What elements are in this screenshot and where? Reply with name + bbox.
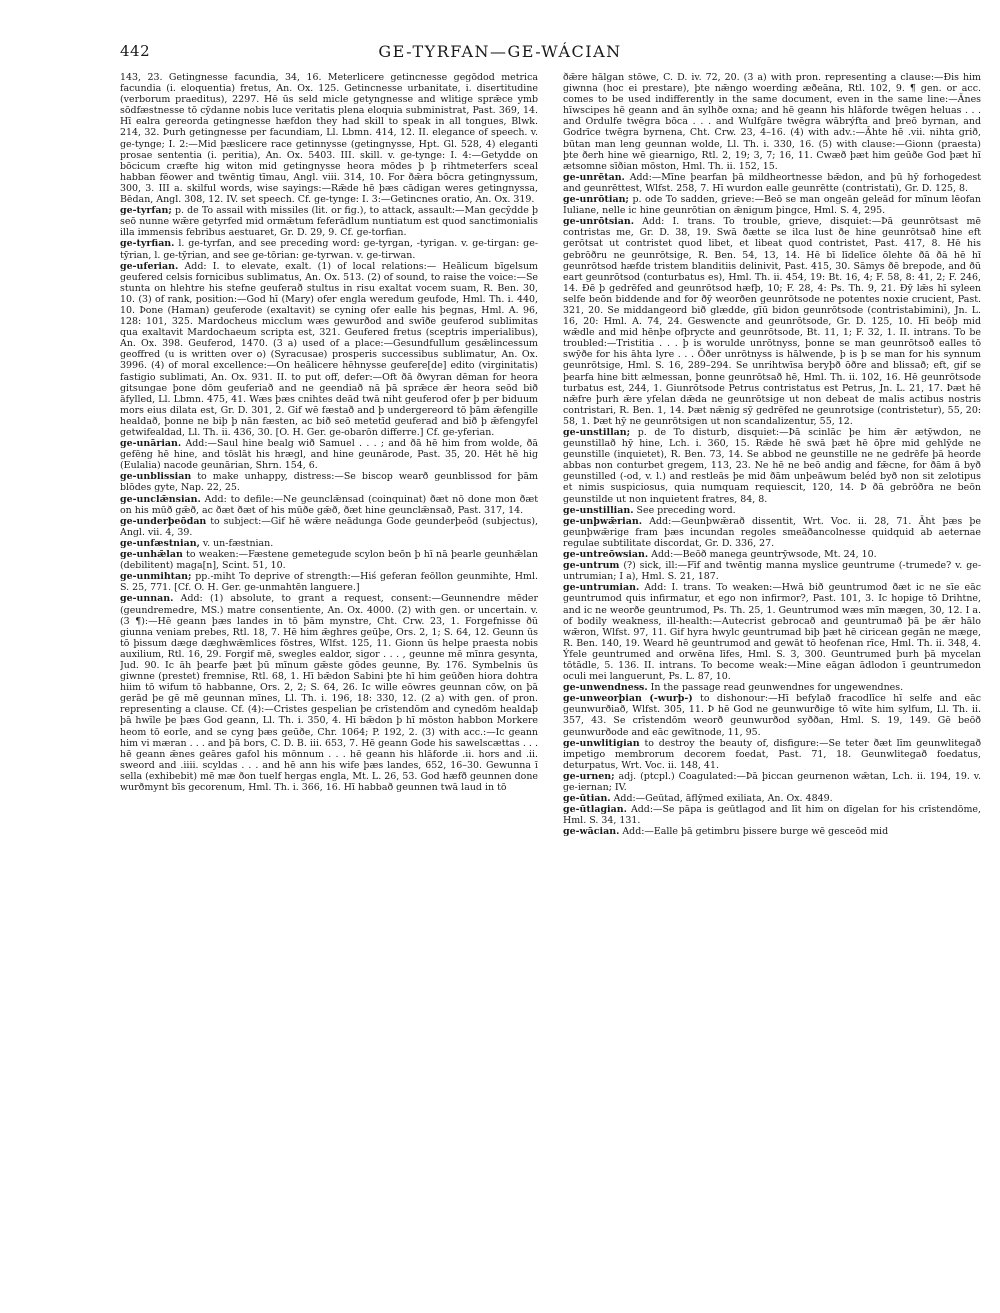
entry-headword: ge-underþeōdan <box>120 515 207 527</box>
entry-headword: ge-untrumian. <box>563 582 640 594</box>
entry-text: to make unhappy, distress:—Se biscop wearð geunblissod for þām blōdes gyte, Nap. 22, 25. <box>120 471 538 494</box>
entry-headword: ge-unnan. <box>120 593 174 605</box>
dictionary-entry <box>563 582 981 682</box>
entry-headword: ge-unþwǣrian. <box>563 515 642 527</box>
entry-text: Add:—Se pāpa is geūtlagod and līt him on dīgelan for his crīstendōme, Hml. S. 34, 131. <box>563 804 981 827</box>
entry-text: Add:—Beōð manega geuntrȳwsode, Mt. 24, 10. <box>651 549 877 561</box>
dictionary-entry <box>563 560 981 582</box>
dictionary-entry <box>563 72 981 172</box>
entry-text: Add:—Saul hine bealg wið Samuel . . . ; and ðā hē him from wolde, ðā gefēng hē hine, and tōslāt his hrægl, and hine geunārode, Past. 35, 20. Hēt hē hig (Eulalia) nacode geunārian, Shrn. 154, 6. <box>120 438 538 472</box>
dictionary-entry <box>563 427 981 505</box>
entry-headword: ge-untrum <box>563 560 620 572</box>
dictionary-entry <box>563 549 981 560</box>
entry-text: to weaken:—Fæstene gemetegude scylon beōn þ hī nā þearle geunhǣlan (debilitent) maga[n], Scint. 51, 10. <box>120 549 538 572</box>
entry-headword: ge-unstillan; <box>563 427 631 438</box>
dictionary-entry <box>563 738 981 771</box>
entry-text: Add:—Geūtad, āflȳmed exiliata, An. Ox. 4849. <box>613 793 833 805</box>
entry-text: adj. (ptcpl.) Coagulated:—Þā þiccan geurnenon wǣtan, Lch. ii. 194, 19. v. ge-iernan; IV. <box>563 770 981 793</box>
dictionary-entry <box>563 682 981 693</box>
entry-text: Add: I. trans. To weaken:—Hwā bið geuntrumod ðæt ic ne sīe eāc geuntrumod quis infirmatur, et ego non infirmor?, Past. 101, 3. Ic hopige tō Drihtne, and ic ne weorðe geuntrumod, Ps. Th. 25, 1. Geuntrumod wæs mīn mægen, 30, 12. I a. of bodily weakness, ill-health:—Autecrist gebrocað and geuntrumað þā þe ǣr hālo wǣron, Wlfst. 97, 11. Gif hyra hwylc geuntrumad biþ þæt hē ciricean gegān ne mæge, R. Ben. 140, 19. Weard hē geuntrumod and gewāt tō heofenan rīce, Hml. Th. ii. 348, 4. Ýfele geuntrumed and orwēna līfes, Hml. S. 3, 300. Geuntrumed þurh þā mycelan tōtādle, 5. 136. II. intrans. To become weak:—Mine eāgan ādlodon ī geuntrumedon oculi mei languerunt, Ps. L. 87, 10. <box>563 582 981 683</box>
entry-text: to destroy the beauty of, disfigure:—Se teter ðæt līm geunwlitegað impetigo membrorum decorem foedat, Past. 71, 18. Geunwlitegað foedatus, deturpatus, Wrt. Voc. ii. 148, 41. <box>563 737 981 771</box>
entry-text: l. ge-tyrfan, and see preceding word: ge-tyrgan, -tyrigan. v. ge-tirgan: ge-tȳrian, l. ge-tȳrian, and see ge-tōrian: ge-tyrwan. v. ge-tirwan. <box>120 238 538 261</box>
entry-text: (?) sick, ill:—Fīf and twēntig manna myslice geuntrume (-trumede? v. ge-untrumian; I a), Hml. S. 21, 187. <box>563 560 981 583</box>
page-number: 442 <box>120 42 151 60</box>
dictionary-entry <box>120 571 538 593</box>
dictionary-entry <box>120 549 538 571</box>
entry-text: Add:—Ealle þā getimbru þissere burge wē gesceōd mid <box>622 826 889 838</box>
entry-text: p. de To assail with missiles (lit. or fig.), to attack, assault:—Man gecȳdde þ seō nunne wǣre getyrfed mid ormǣtum feferādlum nuntiatum est quod sanctimonialis illa immensis febribus aestuaret, Gr. D. 29, 9. Cf. ge-torfian. <box>120 205 538 239</box>
dictionary-entry <box>120 72 538 205</box>
entry-headword: ge-unclǣnsian. <box>120 493 201 505</box>
page-header <box>120 42 880 68</box>
dictionary-entry <box>563 693 981 737</box>
entry-text: p. ode To sadden, grieve:—Beō se man ongeān geleād for mīnum lēofan Iuliane, nelle ic hine geunrōtian on ǣnigum þingce, Hml. S. 4, 295. <box>563 194 981 217</box>
entry-headword: ge-tyrfian. <box>120 238 175 250</box>
entry-headword: ge-unrētan. <box>563 171 625 183</box>
dictionary-entry <box>563 826 981 837</box>
entry-headword: ge-ūtian. <box>563 793 611 805</box>
entry-headword: ge-unwlitigian <box>563 737 640 749</box>
entry-text: Add: (1) absolute, to grant a request, consent:—Geunnendre mēder (geundremedre, MS.) matre consentiente, An. Ox. 4000. (2) with gen. or uncertain. v. (3 ¶):—Hē geann þæs landes in tō þām mynstre, Cht. Crw. 23, 1. Forgefnisse ðū giunna veniam prebes, Rtl. 18, 7. Hē him ǣghres geūþe, Ors. 2, 1; S. 64, 12. Geunn ūs tō þissum dæge dæghwǣmlices fōstres, Wlfst. 125, 11. Gionn ūs helpe praesta nobis auxilium, Rtl. 16, 29. Forgif mē, swegles ealdor, sigor . . . , geunne mē mīnra gesynta, Jud. 90. Ic āh þearfe þæt þū mīnum gǣste gōdes geunne, By. 176. Symbelnis ūs giwnne (prestet) fremnise, Rtl. 68, 1. Hī bǣdon Sabini þte hī him geūðen hiora dohtra hiim tō wifum tō habbanne, Ors. 2, 2; S. 64, 26. Ic wille eōwres geunnan cōw, on þā gerād þe gē mē geunnan mīnes, Ll. Th. i. 196, 18: 330, 12. (2 a) with gen. of pron. representing a clause. Cf. (4):—Cristes gespelian þe crīstendōm and cynedōm healdaþ þā hwīle þe þæs God geann, Ll. Th. i. 350, 4. Hī bǣdon þ hī mōston habbon Morkere heom tō eorle, and se cyng þæs geūðe, Chr. 1064; P. 192, 2. (3) with acc.:—Ic geann him vi mæran . . . and þā bors, C. D. B. iii. 653, 7. Hē geann Gode his sawelscættas . . . hē geann ǣnes geāres gafol his mōnnum . . . hē geann his hlāforde .ii. hors and .ii. sweord and .iiii. scyldas . . . and hē ann his wife þæs landes, 652, 16–30. Gewunna ī sella (exhibebit) mē mæ ðon tuelf hergas engla, Mt. L. 26, 53. God hæfð geunnen done wurðmynt bīs gecorenum, Hml. Th. i. 366, 16. Hī habbað geunnen twā laud in tō <box>120 593 538 793</box>
dictionary-entry <box>563 516 981 549</box>
entry-text: Add:—Geunþwǣrað dissentit, Wrt. Voc. ii. 28, 71. Āht þæs þe geunþwǣrige fram þæs incundan regoles smeāðancolnesse quidquid ab aeternae regulae subtilitate discordat, Gr. D. 336, 27. <box>563 515 981 549</box>
entry-text: See preceding word. <box>636 504 736 516</box>
dictionary-entry <box>120 516 538 538</box>
entry-text: v. un-fæstnian. <box>202 537 274 549</box>
dictionary-entry <box>120 438 538 471</box>
entry-headword: ge-unblissian <box>120 471 192 483</box>
entry-headword: ge-urnen; <box>563 770 615 782</box>
dictionary-entry <box>563 216 981 427</box>
entry-headword: ge-unweorþian (-wurþ-) <box>563 693 693 705</box>
entry-text: to dishonour:—Hī befylað fracodlīce hī selfe and eāc geunwurðiað, Wlfst. 305, 11. Þ hē God ne geunwurðige tō wīte him sylfum, Ll. Th. ii. 357, 43. Se crīstendōm weorð geunwurðod syððan, Hml. S. 19, 149. Gē beōð geunwurðode and eāc gewītnode, 11, 95. <box>563 693 981 738</box>
entry-text: Add: I. to elevate, exalt. (1) of local relations:— Heālicum bīgelsum geufered celsis fornicibus sublimatus, An. Ox. 513. (2) of sound, to raise the voice:—Se stunta on hlehtre his stefne geuferað stultus in risu exaltat vocem suam, R. Ben. 30, 10. (3) of rank, position:—God hī (Mary) ofer engla weredum geufode, Hml. Th. i. 440, 10. Þone (Haman) geuferode (exaltavit) se cyning ofer ealle his þegnas, Hml. A. 96, 128: 101, 325. Mardocheus micclum wæs gewurðod and swīðe geuferod sublimitas qua exaltavit Mardochaeum scripta est, 321. Geufered fretus (sceptris imperialibus), An. Ox. 398. Geuferod, 1470. (3 a) used of a place:—Gesundfullum gesǣlincessum geoffred (u is written over o) (Syracusae) prosperis successibus sublimatur, An. Ox. 3996. (4) of moral excellence:—On heālicere hēhnysse geufere[de] edito (virginitatis) fastigio sublimati, An. Ox. 931. II. to put off, defer:—Oft ðā ðwyran dēman for heora gitsungae þone dōm geuferiað and ne geendiað nā þā sprǣce ǣr heora seōd bið āfylled, Ll. Lbmn. 475, 41. Wæs þæs cnihtes deād twā niht geuferod ofer þ per biduum mors eius dilata est, Gr. D. 301, 2. Gif wē fæstað and þ undergereord tō þām ǣfengille healdað, þonne ne biþ þ nān fæsten, ac bið seō metetīd geuferad and bið þ ǣfengyfel getwifealdad, Ll. Th. ii. 436, 30. [O. H. Ger. ge-obarōn differre.] Cf. ge-yferian. <box>120 260 538 438</box>
entry-text: pp.-miht To deprive of strength:—Hiś geferan feōllon geunmihte, Hml. S. 25, 771. [Cf. O. H. Ger. ge-unmahtēn languere.] <box>120 571 538 594</box>
dictionary-entry <box>120 261 538 439</box>
entry-headword: ge-uferian. <box>120 260 179 272</box>
entry-text: Add: I. trans. To trouble, grieve, disquiet:—Þā geunrōtsast mē contristas me, Gr. D. 38, 19. Swā ðætte se ilca lust ðe hine geunrōtsað hine eft gerōtsat ut contristet quod libet, et libeat quod contristet, Past. 417, 8. Hē his gebrōðru ne geunrōtsige, R. Ben. 54, 13, 14. Hē bī līdelīce ōlehte ðā ðā hē hī geunrōtsod hæfde tristem blanditiis delinivit, Past. 415, 30. Sāmys ðē brepode, and ðū eart geunrōtsod (conturbatus es), Hml. Th. ii. 454, 19: Bt. 16, 4; F. 58, 8: 41, 2; F. 246, 14. Ðē þ gedrēfed and geunrōtsod hæfþ, 10; F. 28, 4: Ps. Th. 9, 21. Ðȳ lǣs hī syleen selfe beōn biddende and for ðȳ weorðen geunrōtsode ne potentes noxie crucient, Past. 321, 20. Se middangeord bið glædde, gīū bidon geunrōtsode (contristabimini), Jn. L. 16, 20: Hml. A. 74, 24. Geswencte and geunrōtsode, Gr. D. 125, 10. Hī beōþ mid wǣdle and mid hēnþe ofþrycte and geunrōtsode, Bt. 11, 1; F. 32, 1. II. intrans. To be troubled:—Tristitia . . . þ is worulde unrōtnyss, þonne se man geunrōtsoð ealles tō swȳðe for his āhta lyre . . . Ōðer unrōtnyss is hālwende, þ is þ se man for his synnum geunrōtsige, Hml. S. 16, 289–294. Se unrihtwīsa beryþð ōðre and blissað; eft, gif se þearfa hine bitt ælmessan, þonne geunrōtsað hē, Hml. Th. ii. 102, 16. Hē geunrōtsode turbatus est, 244, 1. Giunrōtsode Petrus contristatus est Petrus, Jn. L. 21, 17. Þæt hē nǣfre þurh ǣre yfelan dǣda ne geunrōtsige ut non debeat de malis actibus nostris contristari, R. Ben. 1, 14. Þæt nǣnig sȳ gedrēfed ne geunrotsige (contristetur), 55, 20: 58, 1. Þæt hȳ ne geunrōtsigen ut non scandalizentur, 55, 12. <box>563 216 981 427</box>
running-head: GE-TYRFAN—GE-WÁCIAN <box>378 42 622 61</box>
entry-headword: ge-unfæstnian, <box>120 537 200 549</box>
entry-text: ðǣre hālgan stōwe, C. D. iv. 72, 20. (3 a) with pron. representing a clause:—Ðis him giwnna (hoc ei prestare), þte nǣngo woerding æðeāna, Rtl. 102, 9. ¶ gen. or acc. comes to be used indifferently in the same document, even in the same line:—Ānes hīwscipes hē geann and ān sylhðe oxna; and hē geann his hlāforde twēgen heluas . . . and Ordulfe twēgra bōca . . . and Wulfgāre twēgra wābrýfta and þreō byrnan, and Godrīce twēgra byrnena, Cht. Crw. 23, 4–16. (4) with adv.:—Āhte hē .vii. nihta grið, būtan man leng geunnan wolde, Ll. Th. i. 330, 16. (5) with clause:—Gionn (praesta) þte ðerh hine wē giearnigo, Rtl. 2, 19; 3, 7; 16, 11. Cwæð þæt him geūðe God þæt hī ætsomne sīðian mōston, Hml. Th. ii. 152, 15. <box>563 72 981 172</box>
dictionary-entry <box>563 804 981 826</box>
dictionary-entry <box>563 793 981 804</box>
entry-headword: ge-unrōtsian. <box>563 216 635 228</box>
entry-text: Add:—Mīne þearfan þā mildheortnesse bǣdon, and þū hȳ forhogedest and geunrēttest, Wlfst. 258, 7. Hī wurdon ealle geunrētte (contristati), Gr. D. 125, 8. <box>563 171 981 194</box>
entry-text: to subject:—Gif hē wǣre neādunga Gode geunderþeōd (subjectus), Angl. vii. 4, 39. <box>120 515 538 538</box>
entry-headword: ge-unmihtan; <box>120 571 192 583</box>
dictionary-entry <box>120 471 538 493</box>
entry-headword: ge-unwendness. <box>563 682 648 694</box>
dictionary-entry <box>563 194 981 216</box>
dictionary-entry <box>120 538 538 549</box>
dictionary-entry <box>120 205 538 238</box>
dictionary-entry <box>563 771 981 793</box>
dictionary-entry <box>120 238 538 260</box>
entry-headword: ge-tyrfan; <box>120 205 172 217</box>
entry-headword: ge-unārian. <box>120 438 182 450</box>
dictionary-entry <box>563 505 981 516</box>
entry-text: p. de To disturb, disquiet:—Þā scinlāc þe him ǣr ætȳwdon, ne geunstillað hȳ hine, Lch. i. 360, 15. Rǣde hē swā þæt hē ōþre mid gehlȳde ne geunstille (inquietet), R. Ben. 73, 14. Se abbod ne geunstille ne ne gedrēfe þā heorde abbas non conturbet gregem, 113, 23. Ne hē ne beō andig and fǣcne, for ðām ā byð geunstilled (-od, v. l.) and restleās þe mid ðām unþeāwum beléd byð non sit zelotipus et nimis suspiciosus, quia numquam requiescit, 120, 14. Þ ðā gebrōðra ne beōn geunstilde ut non inquietent fratres, 84, 8. <box>563 427 981 505</box>
entry-text: 143, 23. Getingnesse facundia, 34, 16. Meterlicere getincnesse gegōdod metrica facundia (i. eloquentia) fretus, An. Ox. 125. Getincnesse urbanitate, i. disertitudine (verborum praeditus), 2297. Hē ūs seld micle getyngnesse and wlitige sprǣce ymb sōdfæstnesse tō cȳdanne nobis luce veritatis plena eloquia subministrat, Past. 369, 14. Hī ealra gereorda getingnesse hæfdon they had skill to speak in all tongues, Blwk. 214, 32. Þurh getingnesse per facundiam, Ll. Lbmn. 414, 12. II. elegance of speech. v. ge-tynge; I. 2:—Mid þæslicere race getinnysse (getingnysse, Hpt. Gl. 528, 4) eleganti prosae sententia (i. peritia), An. Ox. 5403. III. skill. v. ge-tynge: I. 4:—Getydde on bōcicum cræfte hig witon mid getingnysse heora mōdes þ þ rihtmeterfers sceal habban fēower and twēntig tīmau, Angl. viii. 314, 10. For ðǣra bōcra getingnyssum, 300, 3. III a. skilful words, wise sayings:—Rǣde hē þæs cādigan weres getingnyssa, Bēdan, Angl. 308, 12. IV. set speech. Cf. ge-tynge: I. 3:—Getincnes oratio, An. Ox. 319. <box>120 72 538 206</box>
dictionary-entry <box>120 494 538 516</box>
entry-headword: ge-untreōwsian. <box>563 549 649 561</box>
right-column <box>563 72 981 1297</box>
entry-text: Add: to defile:—Ne geunclǣnsad (coinquinat) ðæt nō done mon ðæt on his mūð gǣð, ac ðæt ðæt of his mūðe gǣð, ðæt hine geunclǣnsað, Past. 317, 14. <box>120 493 538 516</box>
entry-text: In the passage read geunwendnes for ungewendnes. <box>650 682 904 694</box>
entry-headword: ge-unstillian. <box>563 504 634 516</box>
entry-headword: ge-unrōtian; <box>563 194 629 206</box>
dictionary-entry <box>120 593 538 793</box>
entry-headword: ge-wācian. <box>563 826 620 838</box>
left-column <box>120 72 538 1297</box>
dictionary-entry <box>563 172 981 194</box>
entry-headword: ge-unhǣlan <box>120 549 183 561</box>
entry-headword: ge-ūtlagian. <box>563 804 627 816</box>
